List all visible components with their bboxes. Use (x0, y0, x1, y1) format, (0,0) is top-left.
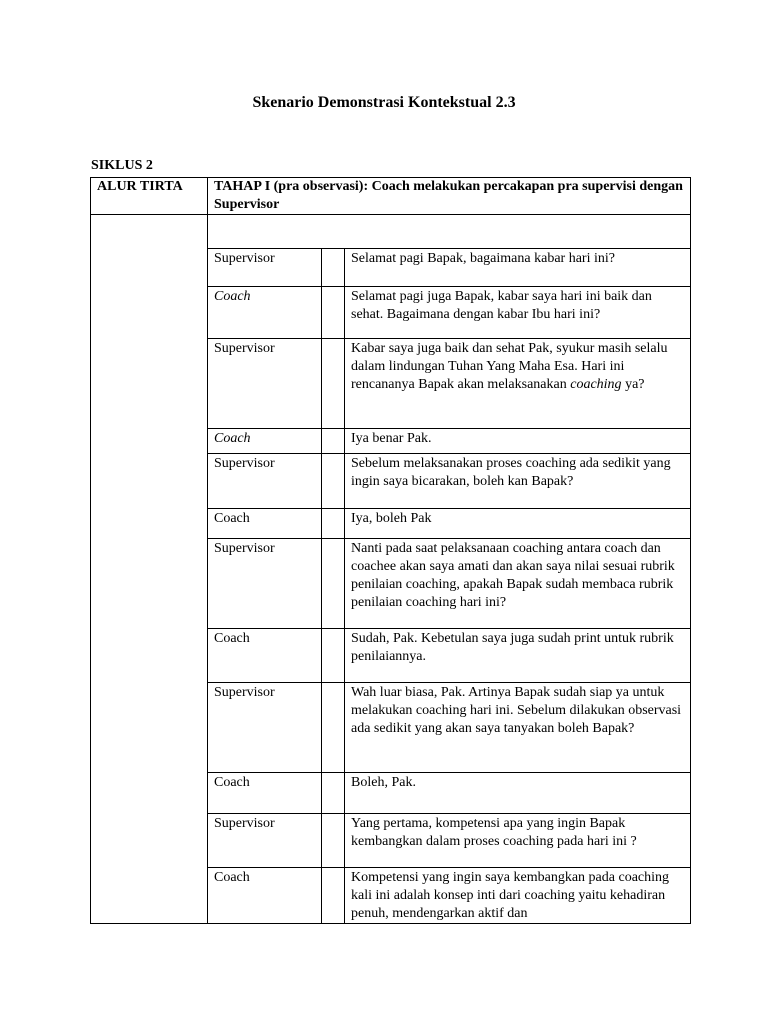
speaker-cell: Supervisor (208, 339, 322, 429)
spacer-cell (322, 773, 345, 814)
dialog-cell: Nanti pada saat pelaksanaan coaching antara coach dan coachee akan saya amati dan akan saya nilai sesuai rubrik penilaian coaching, apakah Bapak sudah membaca rubrik penilaian coaching hari ini? (345, 539, 691, 629)
dialog-text: Kabar saya juga baik dan sehat Pak, syukur masih selalu dalam lindungan Tuhan Yang Maha Esa. Hari ini rencananya Bapak akan melaksanakan (351, 341, 668, 392)
scenario-table (90, 177, 691, 924)
spacer-cell (322, 454, 345, 509)
speaker-cell: Supervisor (208, 814, 322, 868)
dialog-cell: Iya, boleh Pak (345, 509, 691, 539)
spacer-cell (322, 539, 345, 629)
dialog-cell: Sudah, Pak. Kebetulan saya juga sudah print untuk rubrik penilaiannya. (345, 629, 691, 683)
dialog-cell (345, 339, 691, 429)
dialog-cell: Yang pertama, kompetensi apa yang ingin Bapak kembangkan dalam proses coaching pada hari ini ? (345, 814, 691, 868)
dialog-cell: Boleh, Pak. (345, 773, 691, 814)
spacer-cell (322, 683, 345, 773)
speaker-cell: Coach (208, 868, 322, 924)
spacer-cell (322, 629, 345, 683)
speaker-cell: Coach (208, 509, 322, 539)
header-tahap: TAHAP I (pra observasi): Coach melakukan percakapan pra supervisi dengan Supervisor (208, 178, 691, 215)
speaker-cell: Coach (208, 287, 322, 339)
table-row (91, 215, 691, 249)
speaker-cell: Coach (208, 429, 322, 454)
spacer-cell (322, 814, 345, 868)
dialog-text-italic: coaching (570, 377, 622, 392)
dialog-text-end: ya? (621, 377, 645, 392)
header-alur-tirta: ALUR TIRTA (91, 178, 208, 215)
speaker-cell: Supervisor (208, 249, 322, 287)
spacer-cell (322, 249, 345, 287)
blank-row-cell (208, 215, 691, 249)
spacer-cell (322, 339, 345, 429)
speaker-cell: Coach (208, 773, 322, 814)
speaker-cell: Supervisor (208, 539, 322, 629)
dialog-cell: Sebelum melaksanakan proses coaching ada sedikit yang ingin saya bicarakan, boleh kan Bapak? (345, 454, 691, 509)
speaker-cell: Coach (208, 629, 322, 683)
spacer-cell (322, 429, 345, 454)
page-title: Skenario Demonstrasi Kontekstual 2.3 (252, 94, 516, 111)
dialog-cell: Kompetensi yang ingin saya kembangkan pada coaching kali ini adalah konsep inti dari coaching yaitu kehadiran penuh, mendengarkan aktif dan (345, 868, 691, 924)
spacer-cell (322, 868, 345, 924)
speaker-cell: Supervisor (208, 683, 322, 773)
spacer-cell (322, 287, 345, 339)
dialog-cell: Selamat pagi Bapak, bagaimana kabar hari ini? (345, 249, 691, 287)
dialog-cell: Wah luar biasa, Pak. Artinya Bapak sudah siap ya untuk melakukan coaching hari ini. Sebelum dilakukan observasi ada sedikit yang akan saya tanyakan boleh Bapak? (345, 683, 691, 773)
dialog-cell: Iya benar Pak. (345, 429, 691, 454)
alur-tirta-cell (91, 215, 208, 924)
siklus-label: SIKLUS 2 (91, 158, 153, 173)
table-header-row (91, 178, 691, 215)
dialog-cell: Selamat pagi juga Bapak, kabar saya hari ini baik dan sehat. Bagaimana dengan kabar Ibu hari ini? (345, 287, 691, 339)
speaker-cell: Supervisor (208, 454, 322, 509)
spacer-cell (322, 509, 345, 539)
